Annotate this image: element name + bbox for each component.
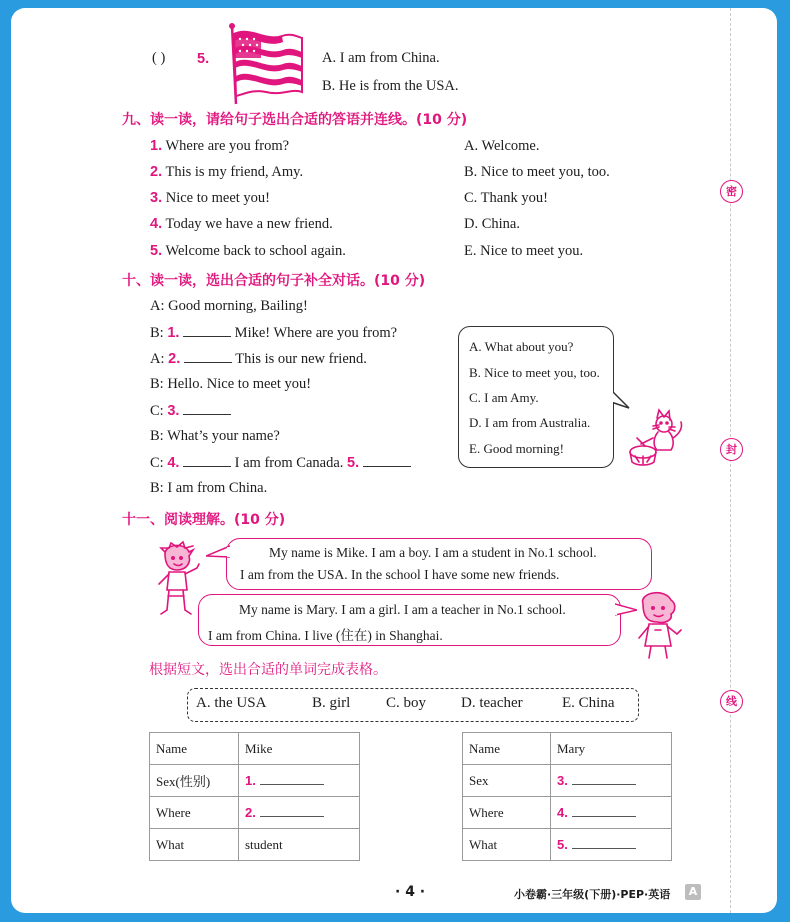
answer-cell[interactable]	[551, 829, 672, 861]
section9-title: 九、读一读，请给句子选出合适的答语并连线。(10 分)	[122, 112, 468, 128]
answer-blank[interactable]	[184, 350, 232, 363]
section9-item-4	[150, 216, 333, 233]
answer-blank[interactable]	[572, 774, 636, 785]
answer-cell[interactable]	[239, 765, 360, 797]
dialog-line-3	[150, 350, 367, 368]
margin-mark-feng: 封	[720, 438, 743, 461]
answer-cell[interactable]	[551, 797, 672, 829]
blank-number: 5.	[347, 455, 360, 471]
word-d: D. teacher	[461, 695, 523, 711]
table-row	[150, 733, 360, 765]
dialog-line-4: B: Hello. Nice to meet you!	[150, 376, 312, 392]
dialog-line-7	[150, 454, 411, 472]
blank-number: 4.	[167, 455, 180, 471]
section9-item-5	[150, 243, 346, 260]
q5-number: 5.	[197, 51, 210, 67]
row-label: Sex(性别)	[150, 765, 239, 797]
answer-blank[interactable]	[183, 402, 231, 415]
q5-answer-paren: ( )	[152, 50, 166, 66]
item-number: 4.	[150, 216, 163, 232]
page-number: · 4 ·	[395, 884, 426, 900]
item-text: Where are you from?	[165, 138, 290, 154]
dialog-line-6: B: What’s your name?	[150, 428, 280, 444]
table-row	[463, 829, 672, 861]
usa-flag-icon	[226, 22, 306, 106]
dialog-text: This is our new friend.	[235, 351, 367, 367]
blank-number: 2.	[168, 351, 181, 367]
blank-number: 2.	[245, 804, 256, 820]
mike-speech-bubble	[226, 538, 652, 590]
section11-instruction: 根据短文，选出合适的单词完成表格。	[149, 662, 387, 678]
q5-option-b: B. He is from the USA.	[322, 78, 459, 94]
option-e: E. Good morning!	[469, 441, 564, 456]
mike-bubble-tail	[206, 544, 230, 560]
row-label: Name	[463, 733, 551, 765]
section9-item-3	[150, 190, 270, 207]
option-a: A. What about you?	[469, 339, 574, 354]
row-value: Mike	[239, 733, 360, 765]
row-label: Where	[150, 797, 239, 829]
row-value: student	[239, 829, 360, 861]
girl-mary-icon	[631, 590, 687, 662]
table-row	[463, 765, 672, 797]
blank-number: 3.	[167, 403, 180, 419]
table-row	[150, 765, 360, 797]
mary-text-line-1: My name is Mary. I am a girl. I am a teacher in No.1 school.	[239, 602, 566, 617]
word-a: A. the USA	[196, 695, 267, 711]
dialog-line-1: A: Good morning, Bailing!	[150, 298, 308, 314]
item-number: 5.	[150, 243, 163, 259]
answer-blank[interactable]	[572, 838, 636, 849]
section9-item-2	[150, 164, 303, 181]
item-text: This is my friend, Amy.	[165, 164, 304, 180]
option-b: B. Nice to meet you, too.	[469, 365, 600, 380]
section10-title: 十、读一读，选出合适的句子补全对话。(10 分)	[122, 273, 426, 289]
row-label: Sex	[463, 765, 551, 797]
answer-cell[interactable]	[551, 765, 672, 797]
q5-option-a: A. I am from China.	[322, 50, 440, 66]
blank-number: 1.	[167, 325, 180, 341]
word-c: C. boy	[386, 695, 427, 711]
mike-text-line-2: I am from the USA. In the school I have some new friends.	[240, 567, 560, 582]
blank-number: 3.	[557, 772, 568, 788]
answer-cell[interactable]	[239, 797, 360, 829]
blank-number: 1.	[245, 772, 256, 788]
answer-blank[interactable]	[183, 454, 231, 467]
word-e: E. China	[562, 695, 615, 711]
answer-blank[interactable]	[183, 324, 231, 337]
speaker: C:	[150, 403, 164, 419]
row-label: Name	[150, 733, 239, 765]
table-row	[150, 829, 360, 861]
item-text: Today we have a new friend.	[165, 216, 333, 232]
word-bank	[187, 688, 639, 722]
dialog-text: I am from Canada.	[234, 455, 344, 471]
section11-title: 十一、阅读理解。(10 分)	[122, 512, 286, 528]
section9-answer-a: A. Welcome.	[464, 138, 540, 154]
row-label: Where	[463, 797, 551, 829]
options-speech-box	[458, 326, 614, 468]
worksheet-page	[11, 8, 777, 913]
item-text: Nice to meet you!	[165, 190, 271, 206]
mike-info-table	[149, 732, 360, 861]
row-label: What	[463, 829, 551, 861]
section9-answer-c: C. Thank you!	[464, 190, 548, 206]
row-value: Mary	[551, 733, 672, 765]
item-number: 1.	[150, 138, 163, 154]
dialog-text: Mike! Where are you from?	[234, 325, 398, 341]
answer-blank[interactable]	[260, 806, 324, 817]
table-row	[150, 797, 360, 829]
speaker: B:	[150, 325, 164, 341]
item-number: 2.	[150, 164, 163, 180]
speaker: A:	[150, 351, 165, 367]
dialog-line-2	[150, 324, 397, 342]
dialog-line-8: B: I am from China.	[150, 480, 268, 496]
book-title: 小卷霸·三年级(下册)·PEP·英语	[514, 888, 671, 901]
item-text: Welcome back to school again.	[165, 243, 346, 259]
answer-blank[interactable]	[572, 806, 636, 817]
blank-number: 4.	[557, 804, 568, 820]
item-number: 3.	[150, 190, 163, 206]
section9-answer-b: B. Nice to meet you, too.	[464, 164, 610, 180]
answer-blank[interactable]	[260, 774, 324, 785]
option-c: C. I am Amy.	[469, 390, 539, 405]
speaker: C:	[150, 455, 164, 471]
margin-mark-xian: 线	[720, 690, 743, 713]
edition-badge: A	[685, 884, 701, 900]
blank-number: 5.	[557, 836, 568, 852]
option-d: D. I am from Australia.	[469, 415, 591, 430]
section9-answer-e: E. Nice to meet you.	[464, 243, 584, 259]
row-label: What	[150, 829, 239, 861]
section9-item-1	[150, 138, 289, 155]
table-row	[463, 797, 672, 829]
margin-mark-mi: 密	[720, 180, 743, 203]
mary-info-table	[462, 732, 672, 861]
mary-text-line-2: I am from China. I live (住在) in Shanghai.	[208, 628, 443, 643]
word-b: B. girl	[312, 695, 351, 711]
cat-drummer-icon	[623, 408, 685, 470]
mary-speech-bubble	[198, 594, 621, 646]
section9-answer-d: D. China.	[464, 216, 520, 232]
answer-blank[interactable]	[363, 454, 411, 467]
table-row	[463, 733, 672, 765]
mike-text-line-1: My name is Mike. I am a boy. I am a student in No.1 school.	[269, 545, 597, 560]
dialog-line-5	[150, 402, 231, 420]
